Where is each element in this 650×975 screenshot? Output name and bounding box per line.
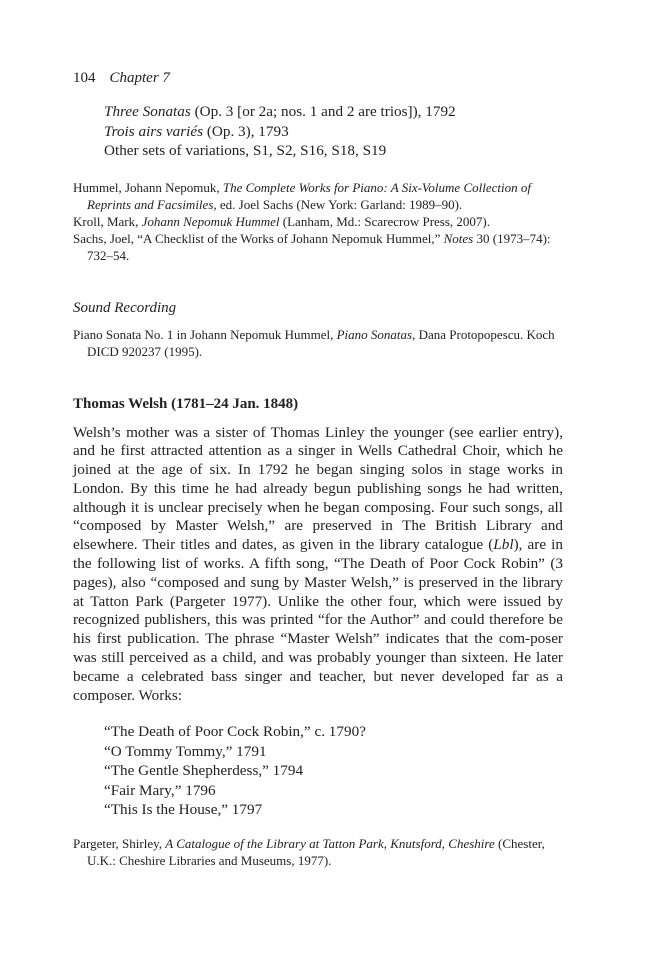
list-item: “The Gentle Shepherdess,” 1794 bbox=[104, 762, 304, 780]
running-head bbox=[73, 68, 563, 88]
list-item: “This Is the House,” 1797 bbox=[104, 801, 263, 819]
citation-author: Kroll, Mark, bbox=[73, 213, 142, 229]
page-number: 104 bbox=[73, 70, 96, 86]
list-item bbox=[104, 141, 563, 161]
work-details: (Op. 3), 1793 bbox=[203, 122, 289, 140]
section-heading: Thomas Welsh (1781–24 Jan. 1848) bbox=[73, 395, 299, 412]
library-abbreviation: Lbl bbox=[493, 536, 514, 554]
work-details: Other sets of variations, S1, S2, S16, S18, S19 bbox=[104, 142, 387, 159]
paragraph-text: ), are in the following list of works. A fifth song, “The Death of Poor Cock Robin” (3 pages), also “composed and sung by Master Welsh,” is preserved in the library at Tatton Park (Pargeter 1977). Unlike the other four, which were issued by recognized publishers, this was printed “for the Author” and could therefore be his first publication. The phrase “Master Welsh” indicates that the com-poser was still perceived as a child, and was probably younger than sixteen. He later became a celebrated bass singer and teacher, but never developed far as a composer. Works: bbox=[73, 536, 563, 704]
list-item bbox=[104, 122, 563, 142]
citation-details: (Lanham, Md.: Scarecrow Press, 2007). bbox=[279, 213, 491, 229]
list-item: “Fair Mary,” 1796 bbox=[104, 781, 216, 799]
citation-title: The Complete Works for Piano: A Six-Volume Collection of Reprints and Facsimiles, bbox=[87, 179, 531, 212]
sound-recording-entry bbox=[73, 326, 563, 360]
citation-author: Hummel, Johann Nepomuk, bbox=[73, 179, 223, 195]
work-title: Trois airs variés bbox=[104, 122, 204, 140]
list-item: “O Tommy Tommy,” 1791 bbox=[104, 742, 267, 760]
list-item: “The Death of Poor Cock Robin,” c. 1790? bbox=[104, 723, 366, 741]
citation-author: Pargeter, Shirley, bbox=[73, 835, 166, 851]
citation-title: Johann Nepomuk Hummel bbox=[141, 213, 280, 229]
bibliography bbox=[73, 179, 563, 264]
paragraph-text: Welsh’s mother was a sister of Thomas Linley the younger (see earlier entry), and he first attracted attention as a singer in Wells Cathedral Choir, which he joined at the age of six. In 1792 he began singing solos in stage works in London. By this time he had already begun publishing songs he had written, although it is unclear precisely when he began composing. Four such songs, all “composed by Master Welsh,” are preserved in The British Library and elsewhere. Their titles and dates, as given in the library catalogue ( bbox=[73, 423, 563, 554]
work-details: (Op. 3 [or 2a; nos. 1 and 2 are trios]), 1792 bbox=[190, 103, 456, 120]
reference-entry bbox=[73, 835, 563, 869]
chapter-title: Chapter 7 bbox=[109, 70, 170, 86]
recording-title: Piano Sonatas, bbox=[336, 326, 416, 342]
citation-details: ed. Joel Sachs (New York: Garland: 1989–90). bbox=[216, 196, 463, 212]
recording-description: Piano Sonata No. 1 in Johann Nepomuk Hummel, bbox=[73, 326, 337, 342]
book-page bbox=[73, 68, 563, 869]
works-list-hummel bbox=[73, 102, 563, 161]
recording-details: Dana Protopopescu. Koch DICD 920237 (1995). bbox=[87, 326, 555, 359]
list-item bbox=[104, 102, 563, 122]
citation-details: (Chester, U.K.: Cheshire Libraries and Museums, 1977). bbox=[87, 835, 545, 868]
citation-details: 30 (1973–74): 732–54. bbox=[87, 230, 551, 263]
work-title: Three Sonatas bbox=[104, 103, 191, 120]
citation-title: Notes bbox=[443, 230, 474, 246]
works-list-welsh bbox=[73, 722, 563, 820]
citation-title: A Catalogue of the Library at Tatton Park, Knutsford, Cheshire bbox=[165, 835, 495, 851]
sound-recording-heading: Sound Recording bbox=[73, 299, 177, 316]
biography-paragraph bbox=[73, 424, 563, 706]
bibliography-entry bbox=[73, 230, 563, 264]
bibliography-entry bbox=[73, 213, 563, 230]
bibliography-entry bbox=[73, 179, 563, 213]
citation-author: Sachs, Joel, “A Checklist of the Works of Johann Nepomuk Hummel,” bbox=[73, 230, 444, 246]
